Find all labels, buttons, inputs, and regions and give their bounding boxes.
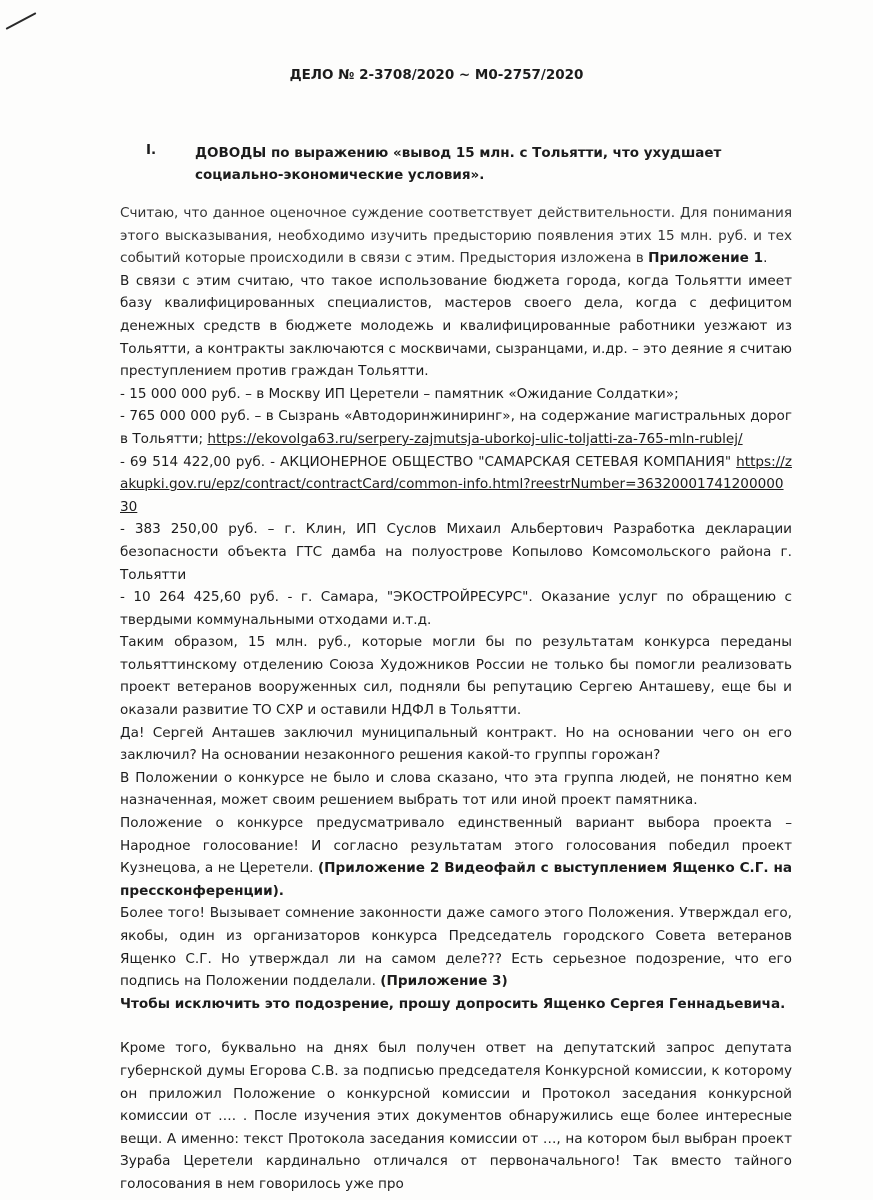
paragraph: В связи с этим считаю, что такое использование бюджета города, когда Тольятти имеет базу квалифицированных специалистов, мастеров своего дела, когда с дефицитом денежных средств в бюджете молодежь и квалифицированные работники уезжают из Тольятти, а контракты заключаются с москвичами, сызранцами, и.др. – это деяние я считаю преступлением против граждан Тольятти.: [120, 272, 792, 380]
section-title: ДОВОДЫ по выражению «вывод 15 млн. с Тольятти, что ухудшает социально-экономические условия».: [195, 145, 722, 183]
pen-mark: [6, 12, 37, 30]
link[interactable]: https://zakupki.gov.ru/epz/contract/contractCard/common-info.html?reestrNumber=3632000174120000030: [120, 453, 792, 515]
paragraph: Кроме того, буквально на днях был получен ответ на депутатский запрос депутата губернской думы Егорова С.В. за подписью председателя Конкурсной комиссии, к которому он приложил Положение о конкурсной комиссии и Протокол заседания конкурсной комиссии от …. . После изучения этих документов обнаружились еще более интересные вещи. А именно: текст Протокола заседания комиссии от …, на котором был выбран проект Зураба Церетели кардинально отличался от первоначального! Так вместо тайного голосования в нем говорилось уже про: [120, 1040, 792, 1192]
list-item: - 69 514 422,00 руб. - АКЦИОНЕРНОЕ ОБЩЕСТВО "САМАРСКАЯ СЕТЕВАЯ КОМПАНИЯ" https://zakupki.gov.ru/epz/contract/contractCard/common-info.html?reestrNumber=3632000174120000030: [120, 453, 792, 515]
list-item: - 765 000 000 руб. – в Сызрань «Автодоринжиниринг», на содержание магистральных дорог в Тольятти; https://ekovolga63.ru/serpery-zajmutsja-uborkoj-ulic-toljatti-za-765-mln-rublej/: [120, 408, 792, 447]
list-item: - 10 264 425,60 руб. - г. Самара, "ЭКОСТРОЙРЕСУРС". Оказание услуг по обращению с твердыми коммунальными отходами и.т.д.: [120, 589, 792, 628]
paragraph: Да! Сергей Анташев заключил муниципальный контракт. Но на основании чего он его заключил? На основании незаконного решения какой-то группы горожан?: [120, 724, 792, 764]
list-item: - 383 250,00 руб. – г. Клин, ИП Суслов Михаил Альбертович Разработка декларации безопасности объекта ГТС дамба на полуострове Копылово Комсомольского района г. Тольятти: [120, 521, 792, 583]
paragraph: Более того! Вызывает сомнение законности даже самого этого Положения. Утверждал его, якобы, один из организаторов конкурса Председатель городского Совета ветеранов Ященко С.Г. Но утверждал ли на самом деле??? Есть серьезное подозрение, что его подпись на Положении подделали. (Приложение 3): [120, 905, 792, 990]
paragraph: В Положении о конкурсе не было и слова сказано, что эта группа людей, не понятно кем назначенная, может своим решением выбрать тот или иной проект памятника.: [120, 769, 792, 809]
case-heading: ДЕЛО № 2-3708/2020 ~ М0-2757/2020: [289, 67, 584, 83]
paragraph: Чтобы исключить это подозрение, прошу допросить Ященко Сергея Геннадьевича.: [120, 995, 786, 1012]
paragraph: Положение о конкурсе предусматривало единственный вариант выбора проекта – Народное голосование! И согласно результатам этого голосования победил проект Кузнецова, а не Церетели. (Приложение 2 Видеофайл с выступлением Ященко С.Г. на прессконференции).: [120, 815, 793, 899]
document-body: [120, 202, 792, 1196]
spacer: [120, 1015, 792, 1037]
list-item: - 15 000 000 руб. – в Москву ИП Церетели – памятник «Ожидание Солдатки»;: [120, 385, 679, 402]
link[interactable]: https://ekovolga63.ru/serpery-zajmutsja-uborkoj-ulic-toljatti-za-765-mln-rublej/: [207, 430, 743, 447]
section-number: I.: [146, 142, 157, 158]
paragraph: Считаю, что данное оценочное суждение соответствует действительности. Для понимания этого высказывания, необходимо изучить предысторию появления этих 15 млн. руб. и тех событий которые происходили в связи с этим. Предыстория изложена в Приложение 1.: [120, 205, 792, 267]
paragraph: Таким образом, 15 млн. руб., которые могли бы по результатам конкурса переданы тольяттинскому отделению Союза Художников России не только бы помогли реализовать проект ветеранов вооруженных сил, подняли бы репутацию Сергею Анташеву, еще бы и оказали развитие ТО СХР и оставили НДФЛ в Тольятти.: [120, 634, 792, 719]
